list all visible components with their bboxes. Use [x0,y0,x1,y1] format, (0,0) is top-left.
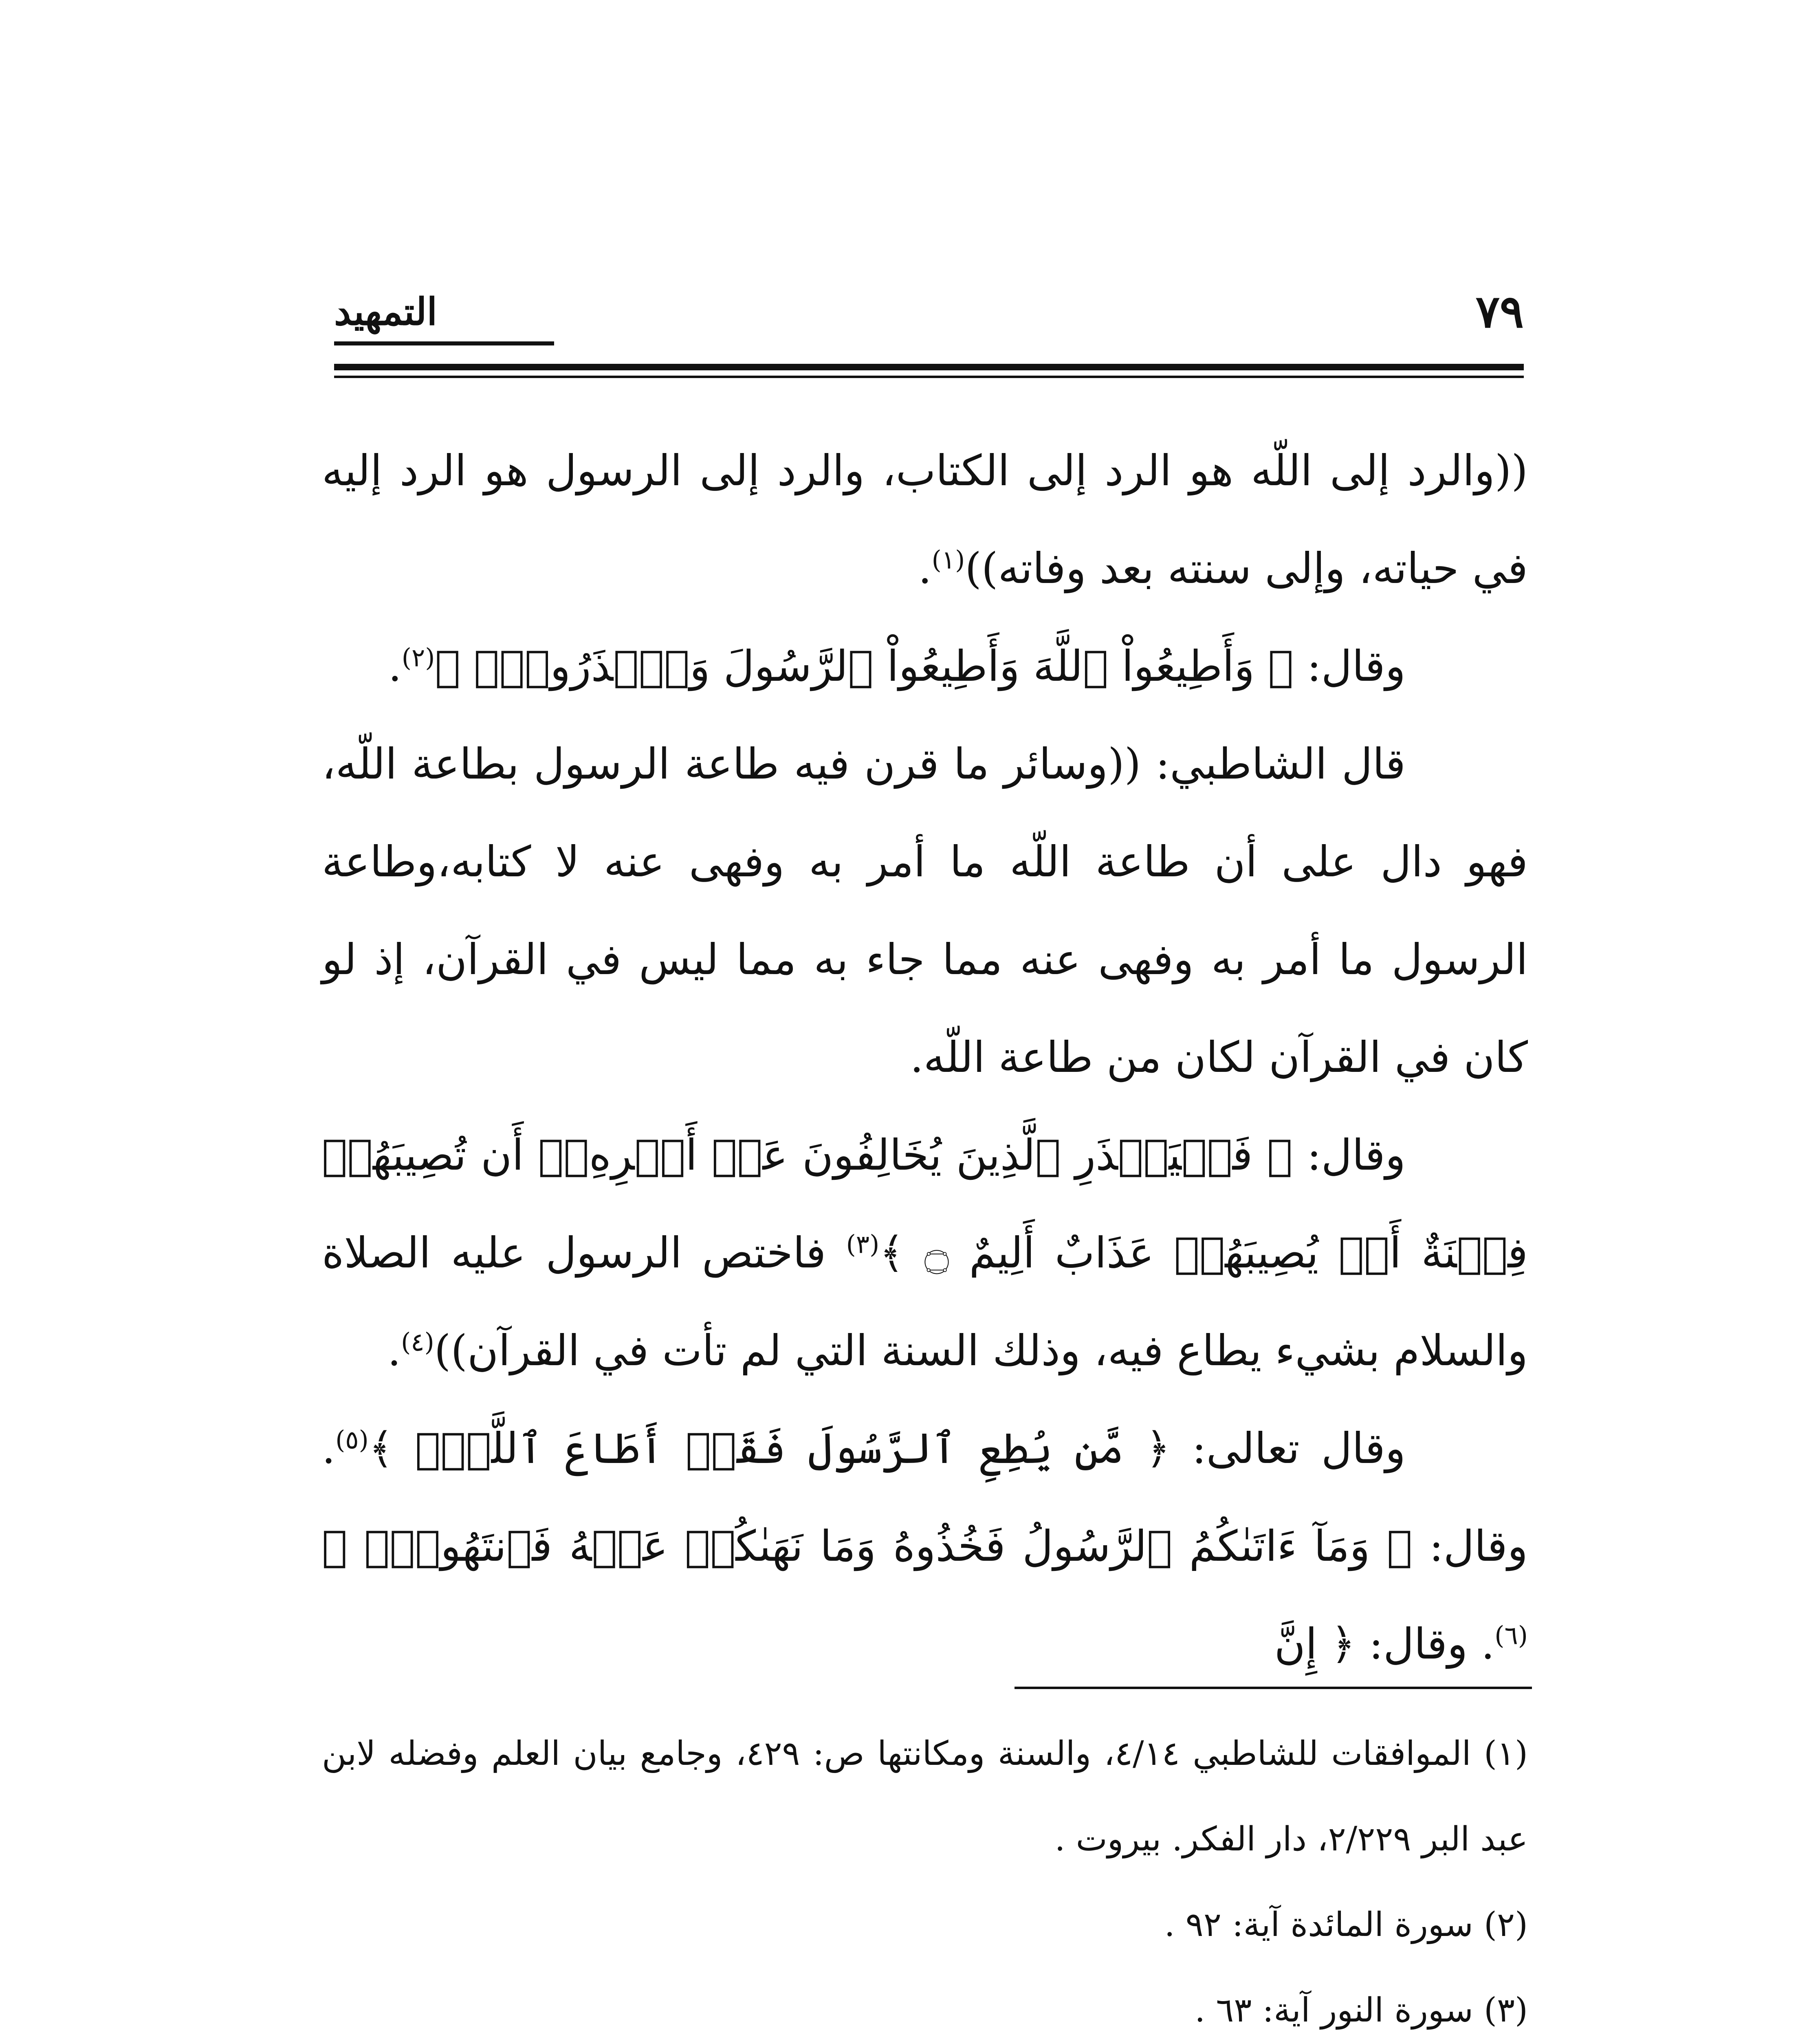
footnotes [322,1711,1528,2037]
main-text [322,422,1528,1693]
footnote-ref-5: (٥) [335,1425,369,1455]
page-number: ٧٩ [1475,285,1524,338]
footnote-3: (٣) سورة النور آية: ٦٣ . [1195,1991,1528,2030]
quran-verse: ﴿ مَّن يُطِعِ ٱلرَّسُولَ فَقَدۡ أَطَاعَ ٱللَّهَۖ ﴾ [368,1423,1171,1473]
paragraph-5 [322,1399,1528,1693]
quote-text: قال الشاطبي: ((وسائر ما قرن فيه طاعة الرسول بطاعة اللّه، فهو دال على أن طاعة اللّه ما أمر به وفهى عنه لا كتابه،وطاعة الرسول ما أمر به وفهى عنه مما جاء به مما ليس في القرآن، إذ لو كان في القرآن لكان من طاعة اللّه. [322,739,1528,1082]
header-rule-thick [334,364,1524,370]
connector-text: . وقال: [322,1423,1528,1571]
period: . [388,641,402,691]
footnote-ref-1: (١) [931,545,965,575]
footnote-ref-4: (٤) [401,1327,434,1357]
footnote-2: (٢) سورة المائدة آية: ٩٢ . [1164,1905,1528,1944]
header-rule-thin [334,376,1524,378]
running-title-underline [334,341,554,345]
paragraph-2 [322,617,1528,715]
running-title: التمهيد [334,290,437,334]
footnote-ref-3: (٣) [846,1229,880,1259]
paragraph-1 [322,422,1528,617]
period: . [918,543,932,593]
footnote-separator [1015,1687,1532,1689]
lead-text: وقال: [1292,1130,1406,1180]
footnote-ref-6: (٦) [1494,1620,1528,1650]
quran-verse: ﴿ وَمَآ ءَاتَىٰكُمُ ٱلرَّسُولُ فَخُذُوهُ وَمَا نَهَىٰكُمۡ عَنۡهُ فَٱنتَهُواْۚ ﴾ [322,1521,1413,1571]
quran-verse: ﴿ فَلۡيَحۡذَرِ ٱلَّذِينَ يُخَالِفُونَ عَنۡ أَمۡرِهِۦٓ أَن تُصِيبَهُمۡ فِتۡنَةٌ أَوۡ يُصِيبَهُمۡ عَذَابٌ أَلِيمٌ ۝ ﴾ [322,1130,1528,1278]
footnote-1: (١) الموافقات للشاطبي ٤/١٤، والسنة ومكانتها ص: ٤٢٩، وجامع بيان العلم وفضله لابن عبد البر ٢/٢٢٩، دار الفكر. بيروت . [322,1734,1528,1859]
trailing-text: . وقال: ﴿ إِنَّ [1274,1619,1495,1669]
footnote-ref-2: (٢) [401,642,435,673]
quran-verse: ﴿ وَأَطِيعُواْ ٱللَّهَ وَأَطِيعُواْ ٱلرَّسُولَ وَٱحۡذَرُواْۚ ﴾ [435,641,1294,691]
quote-text: ((والرد إلى اللّه هو الرد إلى الكتاب، والرد إلى الرسول هو الرد إليه في حياته، وإلى سنته بعد وفاته)) [322,446,1528,593]
paragraph-4 [322,1106,1528,1399]
lead-text: وقال تعالى: [1170,1423,1406,1473]
page-header [334,281,1524,363]
period: . [387,1326,401,1375]
quote-text: فاختص الرسول عليه الصلاة والسلام بشيء يطاع فيه، وذلك السنة التي لم تأت في القرآن)) [322,1228,1528,1375]
paragraph-3 [322,715,1528,1106]
lead-text: وقال: [1293,641,1406,691]
